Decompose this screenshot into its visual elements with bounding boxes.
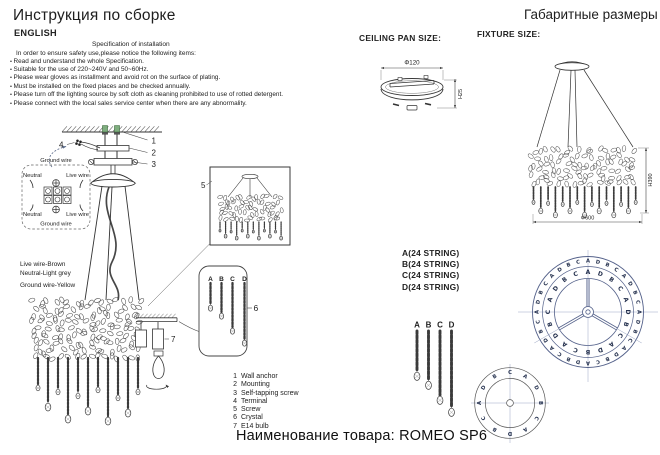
mounting-plate [97,146,129,152]
wall-anchor [115,126,120,132]
spec-item: • Read and understand the whole Specification. [10,58,283,66]
svg-text:C: C [615,331,625,340]
svg-text:A: A [621,296,630,304]
spec-item: • Must be installed on the fixed places and be checked annually. [10,83,283,91]
svg-text:B: B [537,289,546,296]
part-row: 7 E14 bulb [233,422,269,430]
svg-text:D: D [575,357,581,365]
svg-text:C: C [633,299,641,305]
svg-text:D: D [480,384,488,392]
svg-text:A: A [548,272,556,280]
svg-text:C: C [572,345,579,354]
svg-text:B: B [546,320,555,328]
svg-text:D: D [626,280,634,288]
string-label-b: B [219,276,224,283]
svg-text:C: C [532,414,540,422]
string-label-d: D [242,276,247,283]
svg-text:C: C [535,319,543,325]
svg-text:B: B [491,425,499,433]
svg-text:D: D [551,331,561,340]
callout-7: 7 [171,335,176,344]
svg-text:C: C [545,309,552,315]
svg-text:C: C [508,370,512,376]
wire-color-legend [20,261,75,291]
product-name-label: Наименование товара: ROMEO SP6 [236,428,488,444]
crystal-body [28,296,145,363]
neutral-bottom-label: Neutral [23,212,42,218]
box-leader-curve [179,322,199,332]
crystal-strings-box [179,266,259,356]
svg-text:A: A [585,359,591,366]
fixture-height-dim: H390 [648,173,654,187]
part-row: 5 Screw [233,406,261,414]
svg-text:A: A [635,309,642,315]
dimensions-title-ru: Габаритные размеры [524,7,658,22]
string-spec-b: B(24 STRING) [402,259,460,270]
spec-intro: In order to ensure safety use,please notice the following items: [16,49,196,57]
string-spec-list [402,248,459,293]
rotate-arrow [147,385,167,389]
neutral-top-label: Neutral [23,173,42,179]
column-label-c: C [437,320,443,330]
svg-text:D: D [596,270,604,279]
svg-text:C: C [626,336,634,344]
live-bottom-label: Live wire [66,212,89,218]
svg-text:B: B [537,401,543,405]
svg-text:D: D [624,309,631,315]
svg-text:D: D [633,319,641,325]
column-label-a: A [414,320,420,330]
svg-text:D: D [532,384,540,392]
svg-text:D: D [551,284,561,293]
svg-text:A: A [477,400,483,406]
svg-text:D: D [612,350,620,358]
legend-neutral: Neutral-Light grey [20,269,71,277]
svg-text:A: A [607,339,616,349]
crystal-fringe [36,358,140,425]
part-row: 1 Wall anchor [233,373,278,380]
language-label: ENGLISH [14,28,57,38]
small-hub [507,400,514,407]
lamp-socket [136,330,147,347]
spec-item: • Please turn off the lighting source by soft cloth as cleaning prohibited to use of rotted detergent. [10,91,283,99]
callout-3: 3 [151,160,156,169]
svg-text:A: A [534,309,541,315]
string-label-c: C [230,276,235,283]
legend-ground: Ground wire-Yellow [20,282,76,290]
svg-text:C: C [480,414,488,422]
fixture-heading: FIXTURE SIZE: [477,29,541,39]
part-row: 6 Crystal [233,414,263,422]
callout-5: 5 [201,181,206,190]
svg-text:B: B [607,275,616,285]
svg-text:B: B [604,354,611,363]
crystal-string-columns [414,331,454,416]
svg-text:B: B [630,328,639,335]
wall-anchor [103,126,108,132]
svg-text:A: A [620,272,628,280]
svg-text:A: A [548,344,556,352]
svg-text:B: B [565,261,572,270]
svg-text:D: D [507,430,513,436]
svg-text:D: D [595,259,601,267]
callout-2: 2 [151,148,156,158]
svg-text:A: A [585,269,591,276]
arm-hatching [136,314,176,318]
svg-text:B: B [565,354,572,363]
svg-text:D: D [556,266,564,274]
svg-text:C: C [575,259,581,267]
anchor-head [102,132,108,134]
pan-height-dim: H25 [458,88,464,100]
ground-wire-top-label: Ground wire [40,158,72,164]
svg-text:D: D [535,299,543,305]
legend-live: Live wire-Brown [20,261,66,268]
fixture-crystal-body [527,145,637,188]
mini-canopy [242,174,258,178]
fixture-drawing [527,62,654,224]
part-row: 2 Mounting [233,381,270,389]
svg-text:C: C [615,284,625,293]
fixture-photo-frame [201,167,290,245]
svg-text:A: A [560,339,569,349]
spec-heading: Specification of installation [92,41,170,48]
svg-text:C: C [572,270,579,279]
svg-text:B: B [491,373,499,381]
string-spec-a: A(24 STRING) [402,248,460,258]
callout-6: 6 [253,303,259,313]
string-spec-c: C(24 STRING) [402,270,460,281]
parts-list [229,373,299,431]
svg-text:C: C [612,266,620,274]
svg-text:B: B [630,289,639,296]
terminal-block [44,187,71,204]
power-cord [106,187,118,300]
svg-text:B: B [585,348,591,355]
fixture-crystal-fringe [532,187,637,218]
column-label-d: D [448,320,455,330]
part-row: 3 Self-tapping screw [233,389,299,397]
svg-text:C: C [542,280,550,288]
svg-text:A: A [585,258,591,265]
part-row: 4 Terminal [233,397,268,405]
top-view-large [518,250,658,382]
ceiling-pan-drawing [381,60,464,111]
ceiling-pan-heading: CEILING PAN SIZE: [359,33,442,43]
terminal [75,140,100,150]
svg-text:B: B [621,320,630,328]
earth-symbol-top [53,180,60,187]
spec-item: • Please wear gloves as installment and avoid rot on the surface of plating. [10,74,283,82]
string-spec-d: D(24 STRING) [402,281,460,292]
anchor-head [114,132,120,134]
svg-text:A: A [521,425,529,433]
string-label-a: A [208,276,213,283]
svg-text:B: B [604,261,611,270]
lamp-socket [153,329,164,349]
wiring-detail [22,158,90,229]
spec-item: • Please connect with the local sales service center when there are any abnormality. [10,100,283,108]
bulb-base [154,351,163,356]
pan-nipple [407,106,417,111]
ground-wire-bottom-label: Ground wire [40,221,72,228]
earth-symbol-bottom [53,206,60,213]
svg-text:A: A [521,373,529,381]
pan-diameter-dim: Φ120 [404,59,420,67]
svg-text:B: B [560,275,569,285]
callout-4: 4 [59,140,64,150]
fixture-diameter-dim: Φ600 [580,215,595,222]
ceiling-hatching [62,126,159,132]
svg-text:B: B [537,328,546,335]
e14-bulb [153,356,164,379]
svg-text:A: A [620,344,628,352]
spec-item: • Suitable for the use of 220~240V and 50~60Hz. [10,66,283,74]
lampholder-plate [94,159,132,166]
spec-item-list [10,58,283,109]
svg-text:C: C [556,350,564,358]
string-columns-figure [414,321,455,417]
page-title-ru: Инструкция по сборке [13,7,176,24]
svg-text:A: A [546,296,555,304]
svg-text:C: C [595,357,601,365]
callout-1: 1 [151,136,156,146]
live-top-label: Live wire [66,173,89,179]
canopy-base [91,179,135,187]
svg-text:D: D [596,345,604,354]
svg-text:D: D [542,336,550,344]
column-label-b: B [425,320,432,330]
